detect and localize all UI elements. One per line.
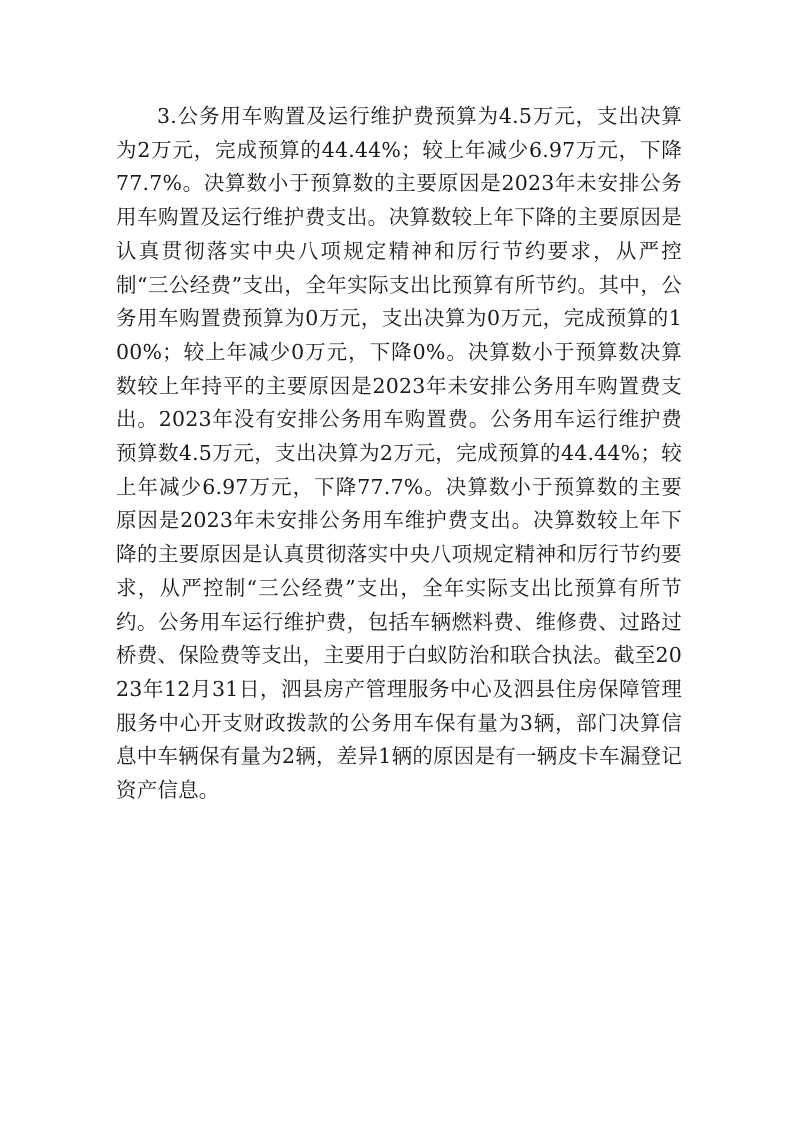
body-paragraph: 3.公务用车购置及运行维护费预算为4.5万元，支出决算为2万元，完成预算的44.44%；较上年减少6.97万元，下降77.7%。决算数小于预算数的主要原因是2023年未安排公务用车购置及运行维护费支出。决算数较上年下降的主要原因是认真贯彻落实中央八项规定精神和厉行节约要求，从严控制“三公经费”支出，全年实际支出比预算有所节约。其中，公务用车购置费预算为0万元，支出决算为0万元，完成预算的100%；较上年减少0万元，下降0%。决算数小于预算数决算数较上年持平的主要原因是2023年未安排公务用车购置费支出。2023年没有安排公务用车购置费。公务用车运行维护费预算数4.5万元，支出决算为2万元，完成预算的44.44%；较上年减少6.97万元，下降77.7%。决算数小于预算数的主要原因是2023年未安排公务用车维护费支出。决算数较上年下降的主要原因是认真贯彻落实中央八项规定精神和厉行节约要求，从严控制“三公经费”支出，全年实际支出比预算有所节约。公务用车运行维护费，包括车辆燃料费、维修费、过路过桥费、保险费等支出，主要用于白蚁防治和联合执法。截至2023年12月31日，泗县房产管理服务中心及泗县住房保障管理服务中心开支财政拨款的公务用车保有量为3辆，部门决算信息中车辆保有量为2辆，差异1辆的原因是有一辆皮卡车漏登记资产信息。 [116, 104, 682, 803]
